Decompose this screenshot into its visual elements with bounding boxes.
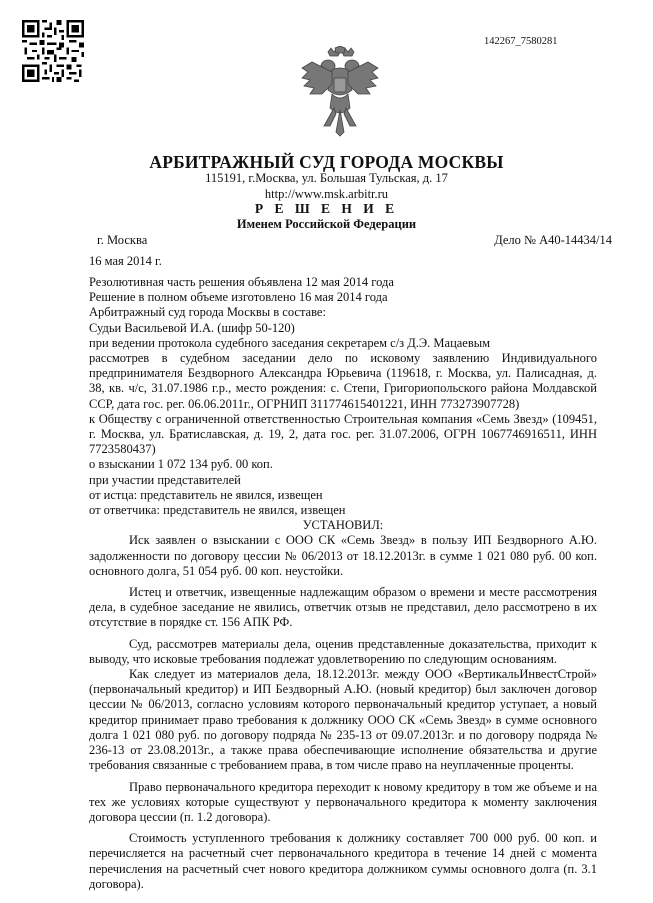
paragraph-creditor-rights: Право первоначального кредитора переходит к новому кредитору в том же объеме и на тех же условиях которые существуют у первоначального кредитора к моменту заключения договора цессии (п. 1.2 договора). [89,779,597,824]
qr-code [22,20,84,82]
coat-of-arms-emblem [298,46,382,138]
established-heading: УСТАНОВИЛ: [302,518,384,533]
paragraph-cession-contract: Как следует из материалов дела, 18.12.2013г. между ООО «ВертикальИнвестСтрой» (первоначальный кредитор) и ИП Бездворный А.Ю. (новый кредитор) был заключен договор цессии № 06/2013, согласно условиям которого первоначальный кредитор уступает, а новый кредитор принимает право требования к должнику ООО СК «Семь Звезд» в сумме основного долга 1 021 080 руб. по договору подряда № 235-13 от 09.07.2013г. и по договору подряда № 236-13 от 23.08.2013г., а также права обеспечивающие исполнение обязательства и другие требования связанные с требованием права, в том числе право на неуплаченные проценты. [89,667,597,773]
decision-heading: Р Е Ш Е Н И Е [254,201,399,216]
case-number: Дело № А40-14434/14 [494,233,612,247]
paragraph-absence: Истец и ответчик, извещенные надлежащим образом о времени и месте рассмотрения дела, в судебное заседание не явились, ответчик отзыв не представил, дело рассмотрено в их отсутствие в порядке ст. 156 АПК РФ. [89,585,597,630]
federation-line: Именем Российской Федерации [236,217,417,231]
paragraph-plaintiff: рассмотрев в судебном заседании дело по исковому заявлению Индивидуального предпринимателя Бездворного Александра Юрьевича (119618, г. Москва, ул. Палисадная, д. 38, кв. ч/с, 31.07.1986 г.р., место рождения: с. Степи, Григориопольского района Молдавской ССР, дата гос. рег. 06.06.2011г., ОГРНИП 311774615401221, ИНН 773273907728) [89,351,597,411]
paragraph-judge: Судьи Васильевой И.А. (шифр 50-120) [89,320,295,335]
paragraph-defendant: к Обществу с ограниченной ответственностью Строительная компания «Семь Звезд» (109451, г. Москва, ул. Братиславская, д. 19, 2, дата гос. рег. 31.07.2006, ОГРН 1067746916511, ИНН 7723580437) [89,411,597,457]
paragraph-defendant-rep: от ответчика: представитель не явился, извещен [89,503,346,518]
paragraph-court-composition: Арбитражный суд города Москвы в составе: [89,305,326,320]
court-website: http://www.msk.arbitr.ru [264,187,389,201]
paragraph-secretary: при ведении протокола судебного заседания секретарем с/з Д.Э. Мацаевым [89,335,491,350]
decision-date: 16 мая 2014 г. [89,254,162,268]
paragraph-claim-cost: Стоимость уступленного требования к должнику составляет 700 000 руб. 00 коп. и перечисляется на расчетный счет первоначального кредитора в течение 14 дней с момента перечисления на расчетный счет нового кредитора должником суммы основного долга (п. 3.1 договора). [89,831,597,891]
court-title: АРБИТРАЖНЫЙ СУД ГОРОДА МОСКВЫ [149,152,504,172]
document-body [89,275,597,892]
court-address: 115191, г.Москва, ул. Большая Тульская, д. 17 [205,171,448,185]
document-id: 142267_7580281 [484,36,558,47]
paragraph-resolution-date: Резолютивная часть решения объявлена 12 мая 2014 года [89,275,394,289]
paragraph-full-decision-date: Решение в полном объеме изготовлено 16 мая 2014 года [89,290,388,305]
paragraph-claim: Иск заявлен о взыскании с ООО СК «Семь Звезд» в пользу ИП Бездворного А.Ю. задолженности по договору цессии № 06/2013 от 18.12.2013г. в сумме 1 021 080 руб. 00 коп. основного долга, 51 054 руб. 00 коп. неустойки. [89,533,597,578]
paragraph-representatives: при участии представителей [89,472,241,487]
paragraph-court-conclusion: Суд, рассмотрев материалы дела, оценив представленные доказательства, приходит к выводу, что исковые требования подлежат удовлетворению по следующим основаниям. [89,636,597,666]
paragraph-plaintiff-rep: от истца: представитель не явился, извещен [89,487,323,502]
paragraph-claim-amount: о взыскании 1 072 134 руб. 00 коп. [89,457,273,472]
city: г. Москва [97,233,148,247]
